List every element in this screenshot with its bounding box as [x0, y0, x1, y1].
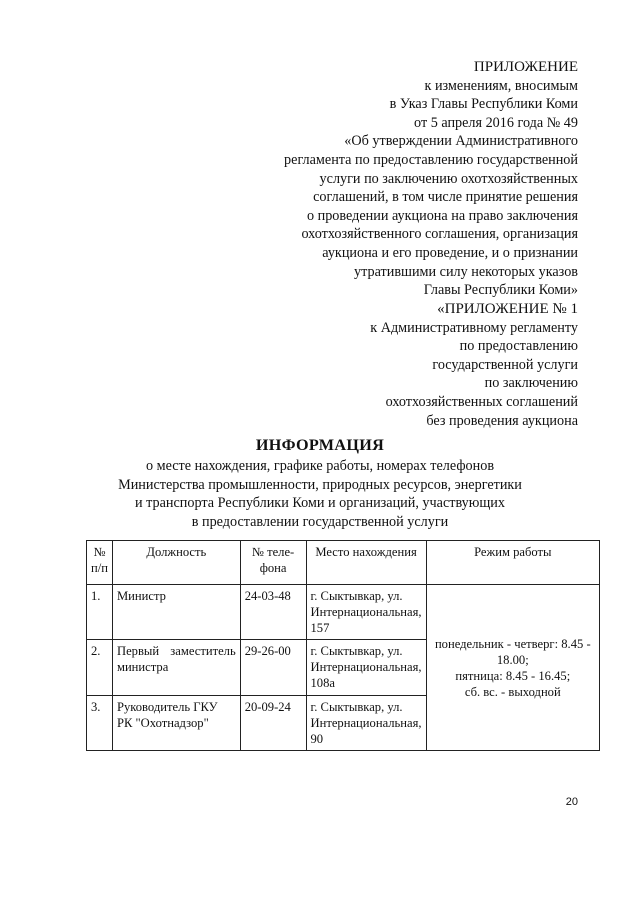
appendix-1-line: охотхозяйственных соглашений [385, 393, 578, 410]
appendix-1-block [370, 300, 578, 430]
cell-position: Руководитель ГКУ РК "Охотнадзор" [112, 696, 240, 751]
cell-location: г. Сыктывкар, ул. Интернациональная, 157 [306, 585, 426, 640]
appendix-line: о проведении аукциона на право заключения [306, 207, 578, 224]
cell-num: 1. [87, 585, 113, 640]
cell-location: г. Сыктывкар, ул. Интернациональная, 108а [306, 640, 426, 696]
cell-num: 2. [87, 640, 113, 696]
appendix-block [284, 58, 578, 300]
header-location: Место нахождения [306, 541, 426, 585]
cell-location: г. Сыктывкар, ул. Интернациональная, 90 [306, 696, 426, 751]
appendix-line: к изменениям, вносимым [424, 77, 578, 94]
info-line: в предоставлении государственной услуги [191, 514, 449, 531]
appendix-line: Главы Республики Коми» [423, 282, 578, 299]
appendix-1-line: без проведения аукциона [426, 412, 578, 429]
appendix-1-line: к Административному регламенту [370, 319, 578, 336]
appendix-1-line: государственной услуги [432, 356, 578, 373]
schedule-line: понедельник - четверг: 8.45 - [434, 636, 591, 651]
header-num: № п/п [87, 541, 113, 585]
cell-position: Министр [112, 585, 240, 640]
page-number: 20 [565, 796, 578, 808]
appendix-line: в Указ Главы Республики Коми [389, 96, 578, 113]
appendix-heading: ПРИЛОЖЕНИЕ [473, 59, 578, 75]
info-table [86, 540, 600, 751]
header-phone: № теле-фона [240, 541, 306, 585]
info-block [0, 436, 640, 532]
cell-phone: 29-26-00 [240, 640, 306, 696]
info-line: Министерства промышленности, природных ресурсов, энергетики [118, 476, 522, 493]
schedule-line: пятница: 8.45 - 16.45; [455, 668, 571, 683]
table-row [87, 585, 600, 640]
cell-position: Первый заместитель министра [112, 640, 240, 696]
appendix-line: услуги по заключению охотхозяйственных [319, 170, 578, 187]
cell-num: 3. [87, 696, 113, 751]
appendix-1-line: по предоставлению [459, 338, 578, 355]
header-position: Должность [112, 541, 240, 585]
info-line: о месте нахождения, графике работы, номерах телефонов [145, 457, 495, 474]
appendix-line: регламента по предоставлению государственной [284, 151, 578, 168]
header-schedule: Режим работы [426, 541, 599, 585]
appendix-line: соглашений, в том числе принятие решения [313, 189, 578, 206]
info-line: и транспорта Республики Коми и организаций, участвующих [135, 495, 505, 512]
appendix-line: охотхозяйственного соглашения, организация [301, 226, 578, 243]
table-header-row [87, 541, 600, 585]
appendix-line: «Об утверждении Административного [344, 133, 578, 150]
appendix-1-line: по заключению [484, 375, 578, 392]
schedule-line: 18.00; [496, 652, 529, 667]
schedule-line: сб. вс. - выходной [464, 684, 561, 699]
appendix-line: от 5 апреля 2016 года № 49 [414, 114, 578, 131]
cell-phone: 24-03-48 [240, 585, 306, 640]
appendix-line: утратившими силу некоторых указов [354, 263, 578, 280]
cell-phone: 20-09-24 [240, 696, 306, 751]
appendix-1-heading: «ПРИЛОЖЕНИЕ № 1 [437, 301, 578, 317]
appendix-line: аукциона и его проведение, и о признании [322, 244, 578, 261]
info-title: ИНФОРМАЦИЯ [255, 436, 385, 454]
cell-schedule [426, 585, 599, 751]
